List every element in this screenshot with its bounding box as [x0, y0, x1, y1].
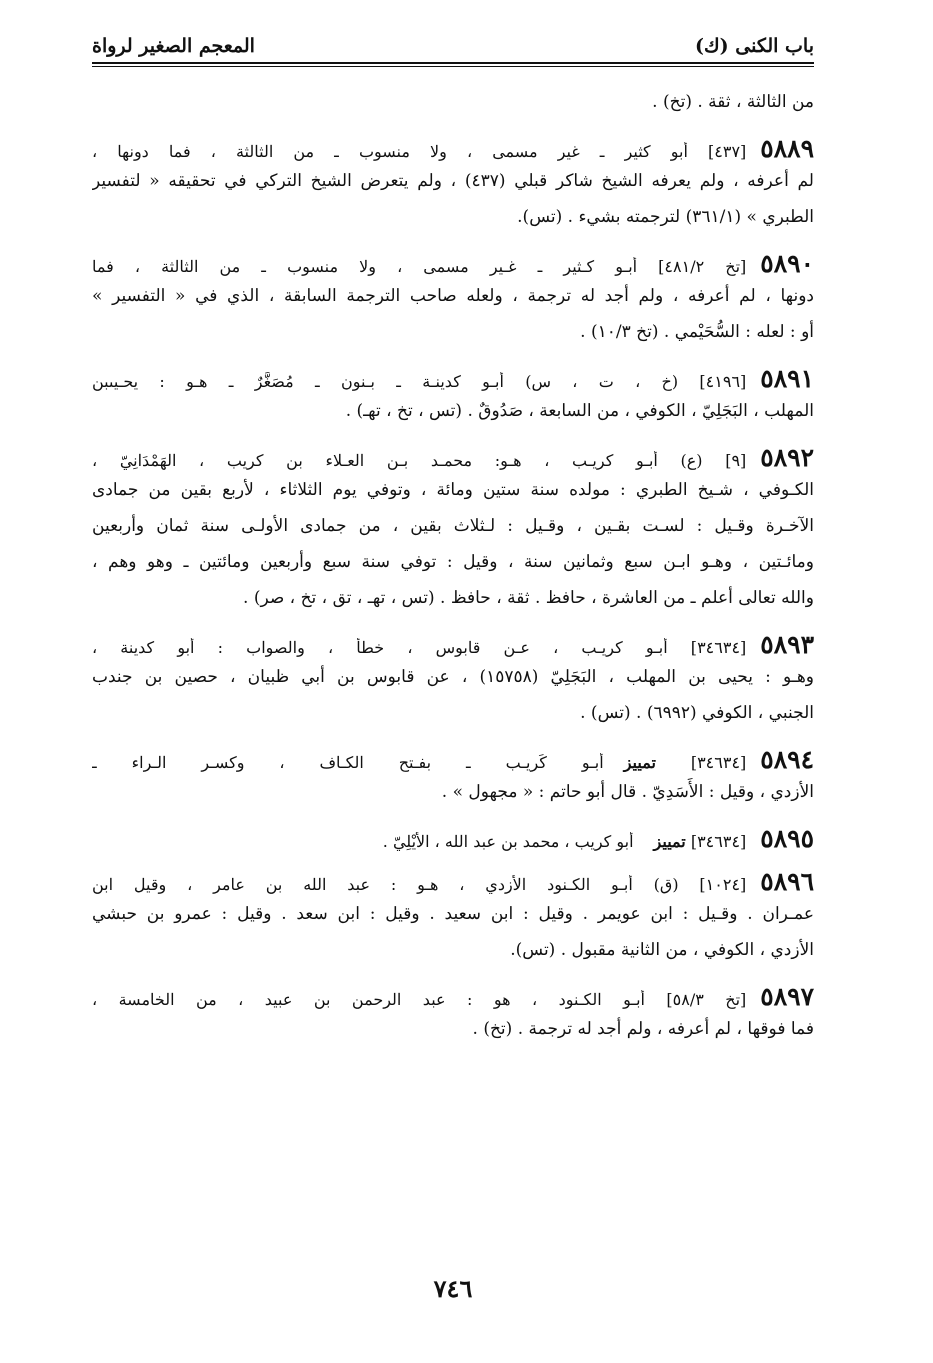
entry-first-line [92, 745, 814, 774]
entry-line: الأزدي ، وقيل : الأَسَدِيّ . قال أبو حاتم : « مجهول » . [441, 782, 814, 802]
entry-line: وهـو : يحيى بن المهلب ، البَجَلِيّ (١٥٧٥٨) ، عن قابوس بن أبي ظبيان ، حصين بن جندب [92, 667, 814, 687]
entry-text: [٩] (ع) أبـو كريـب ، هـو: محمـد بـن العـلاء بن كريب ، الهَمْدَانِيّ ، [92, 451, 747, 470]
entry-5892 [92, 443, 814, 616]
entry-line: دونها ، لم أعرفه ، ولم أجد له ترجمة ، ولعله صاحب الترجمة السابقة ، الذي في « التفسير » [92, 286, 814, 306]
entry-line: الآخـرة وقـيل : لسـت بقـين ، وقـيل : لـثلاث بقين ، من جمادى الأولـى سنة ثمان وأربعين [92, 516, 814, 536]
entry-first-line [92, 134, 814, 163]
header-rule-thin [92, 66, 814, 67]
entry-5896 [92, 867, 814, 968]
entry-number: ٥٨٩٣ [760, 630, 814, 659]
entry-ref: [٣٤٦٣٤] [690, 753, 747, 772]
entry-number: ٥٨٩٦ [760, 867, 814, 896]
entry-number: ٥٨٩٥ [760, 824, 814, 853]
entry-line: والله تعالى أعلم ـ من العاشرة ، حافظ . ثقة ، حافظ . (تس ، تهـ ، تق ، تخ ، صر) . [243, 588, 814, 608]
entry-number: ٥٨٩٧ [760, 982, 814, 1011]
entry-first-line [92, 630, 814, 659]
entry-ref: [٣٤٦٣٤] [690, 832, 747, 851]
entry-line: المهلب ، البَجَلِيّ ، الكوفي ، من السابعة ، صَدُوقٌ . (تس ، تخ ، تهـ) . [345, 401, 814, 421]
header-chapter-title: باب الكنى (ك) [695, 35, 814, 57]
entry-text: [تخ ٤٨١/٢] أبـو كـثير ـ غـير مسمى ، ولا منسوب ـ من الثالثة ، فما [92, 257, 747, 276]
entry-line: ومائـتين ، وهـو ابـن سبع وثمانين سنة ، وقيل : توفي سنة سبع وأربعين ومائتين ـ وهو وهم ، [92, 552, 814, 572]
entry-first-line [92, 364, 814, 393]
book-page [92, 22, 814, 1342]
entry-5889 [92, 134, 814, 235]
entry-text [92, 753, 746, 772]
entry-first-line [92, 982, 814, 1011]
entry-text: [تخ ٥٨/٣] أبـو الكـنود ، هو : عبد الرحمن بن عبيد ، من الخامسة ، [92, 990, 747, 1009]
entry-first-text: أبو كريب ، محمد بن عبد الله ، الأَيْلِيّ . [382, 832, 634, 851]
entry-first-text: أبـو كَريـب ـ بفـتح الكـاف ، وكسـر الـراء ـ [92, 753, 604, 772]
entry-text [92, 832, 746, 851]
entry-line: أو : لعله : السُّحَيْمي . (تخ ١٠/٣) . [580, 322, 814, 342]
tamyiz-label: تمييز [653, 832, 686, 851]
entry-5893 [92, 630, 814, 731]
entry-5895 [92, 824, 814, 853]
header-book-title: المعجم الصغير لرواة [92, 35, 255, 57]
entry-first-line [92, 867, 814, 896]
entry-line: لم أعرفه ، ولم يعرفه الشيخ شاكر قبلي (٤٣٧) ، ولم يتعرض الشيخ التركي في تحقيقه « لتفسير [92, 171, 814, 191]
tamyiz-label: تمييز [623, 753, 656, 772]
entry-number: ٥٨٩٢ [760, 443, 814, 472]
entry-first-line [92, 249, 814, 278]
entry-line: الكـوفي ، شـيخ الطبري : مولده سنة ستين ومائة ، وتوفي يوم الثلاثاء ، لأربع بقين من جمادى [92, 480, 814, 500]
entry-number: ٥٨٩٤ [760, 745, 814, 774]
running-header [92, 32, 814, 60]
entry-text: [٤١٩٦] (خ ، ت ، س) أبـو كدينـة ـ بـنون ـ مُصَغَّرٌ ـ هـو : يحـيىبن [92, 372, 747, 391]
entry-first-line [92, 824, 814, 853]
entry-line: الجنبي ، الكوفي (٦٩٩٢) . (تس) . [580, 703, 814, 723]
continuation-line: من الثالثة ، ثقة . (تخ) . [652, 92, 814, 112]
entry-5891 [92, 364, 814, 429]
entry-line: الأزدي ، الكوفي ، من الثانية مقبول . (تس). [510, 940, 814, 960]
entry-line: عمـران . وقـيل : ابن عويمر . وقيل : ابن سعيد . وقيل : ابن سعد . وقيل : عمرو بن حبشي [92, 904, 814, 924]
entry-number: ٥٨٩٠ [760, 249, 814, 278]
entry-first-line [92, 443, 814, 472]
entry-5890 [92, 249, 814, 350]
entry-number: ٥٨٩١ [760, 364, 814, 393]
entry-number: ٥٨٨٩ [760, 134, 814, 163]
entry-text: [٣٤٦٣٤] أبـو كريـب ، عـن قابوس ، خطأ ، والصواب : أبو كدينة ، [92, 638, 747, 657]
entry-5894 [92, 745, 814, 810]
entry-line: الطبري » (٣٦١/١) لترجمته بشيء . (تس). [517, 207, 814, 227]
page-number: ٧٤٦ [433, 1274, 473, 1303]
header-rule [92, 62, 814, 64]
page-body [92, 84, 814, 1047]
entry-5897 [92, 982, 814, 1047]
entry-line: فما فوقها ، لم أعرفه ، ولم أجد له ترجمة . (تخ) . [472, 1019, 814, 1039]
entry-text: [٤٣٧] أبو كثير ـ غير مسمى ، ولا منسوب ـ من الثالثة ، فما دونها ، [92, 142, 747, 161]
entry-text: [١٠٢٤] (ق) أبـو الكـنود الأزدي ، هـو : عبد الله بن عامر ، وقيل ابن [92, 875, 747, 894]
